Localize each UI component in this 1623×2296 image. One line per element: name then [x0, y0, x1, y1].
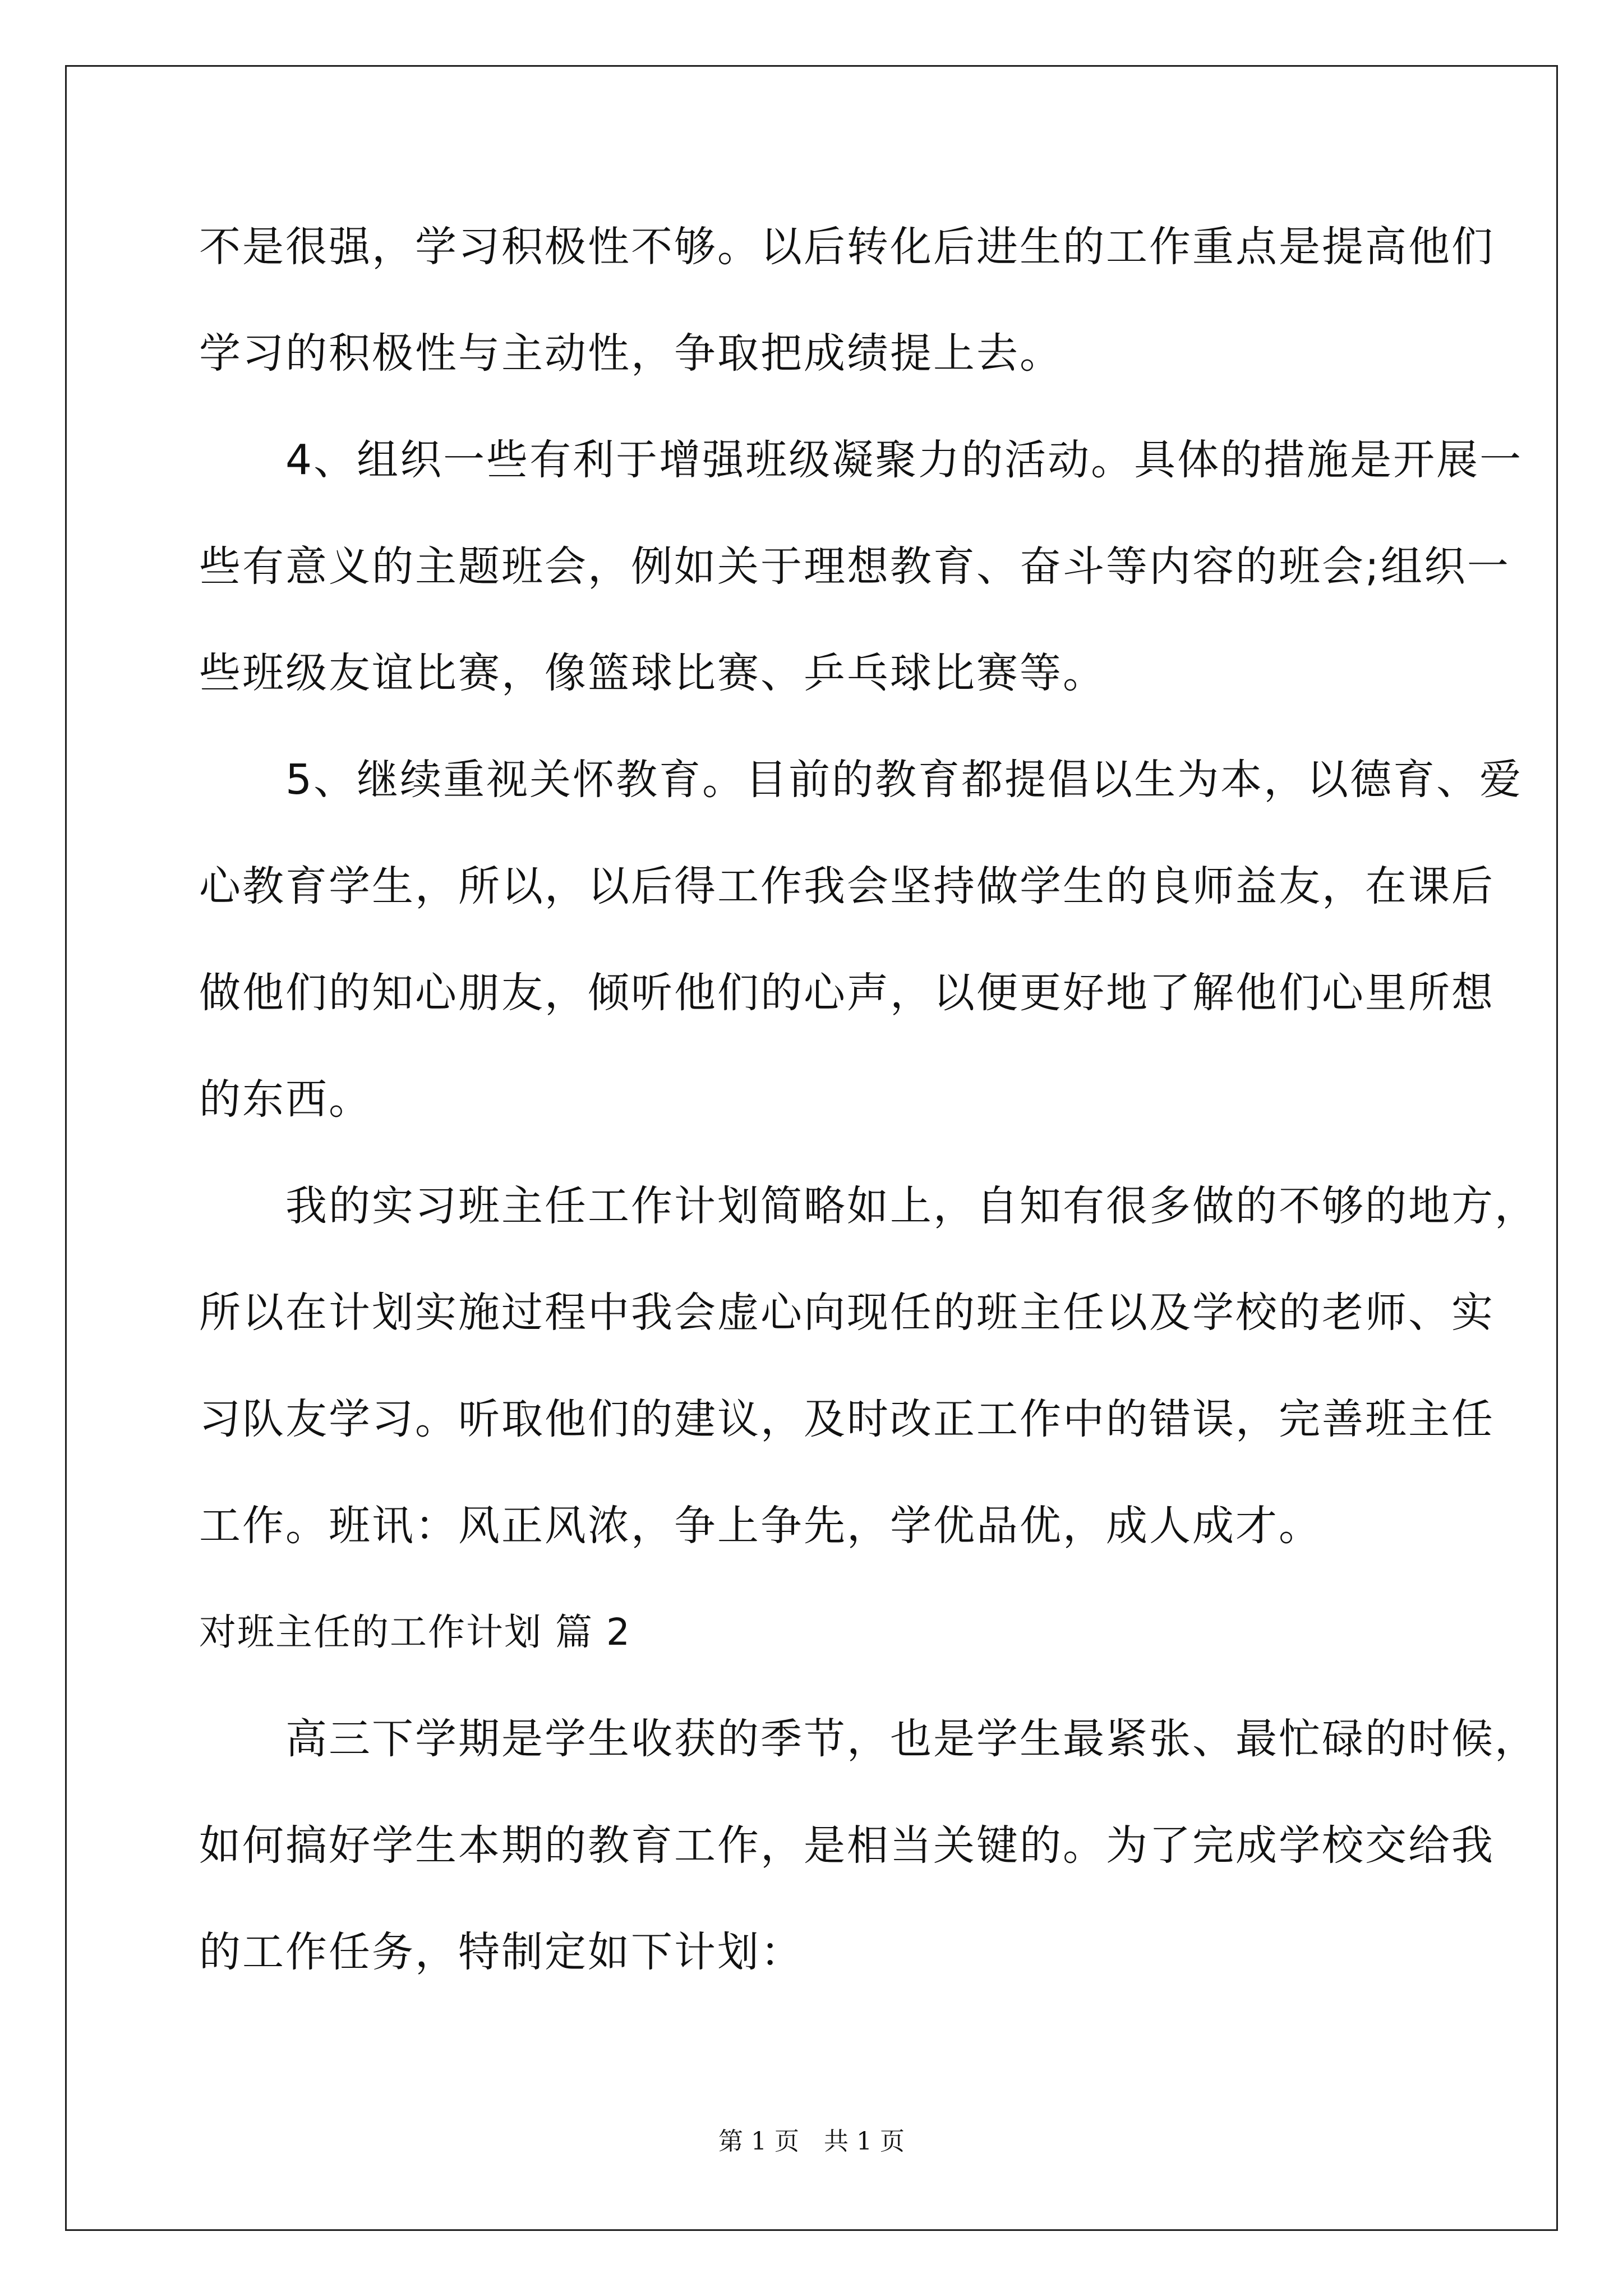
paragraph-line: 心教育学生，所以，以后得工作我会坚持做学生的良师益友，在课后 [199, 862, 1495, 910]
paragraph-line: 工作。班讯：风正风浓，争上争先，学优品优，成人成才。 [199, 1502, 1322, 1550]
paragraph-line: 5、继续重视关怀教育。目前的教育都提倡以生为本，以德育、爱 [199, 756, 1523, 804]
paragraph-line: 的东西。 [199, 1075, 372, 1124]
paragraph-line: 不是很强，学习积极性不够。以后转化后进生的工作重点是提高他们 [199, 223, 1495, 271]
paragraph-line: 所以在计划实施过程中我会虚心向现任的班主任以及学校的老师、实 [199, 1289, 1495, 1337]
section-heading: 对班主任的工作计划 篇 2 [199, 1611, 631, 1654]
paragraph-line: 我的实习班主任工作计划简略如上，自知有很多做的不够的地方， [199, 1182, 1538, 1230]
paragraph-line: 学习的积极性与主动性，争取把成绩提上去。 [199, 329, 1063, 378]
paragraph-line: 高三下学期是学生收获的季节，也是学生最紧张、最忙碌的时候， [199, 1715, 1538, 1763]
page-number-footer: 第 1 页 共 1 页 [718, 2127, 905, 2156]
paragraph-line: 的工作任务，特制定如下计划： [199, 1928, 804, 1976]
paragraph-line: 些有意义的主题班会，例如关于理想教育、奋斗等内容的班会;组织一 [199, 542, 1510, 591]
paragraph-line: 如何搞好学生本期的教育工作，是相当关键的。为了完成学校交给我 [199, 1821, 1495, 1870]
paragraph-line: 习队友学习。听取他们的建议，及时改正工作中的错误，完善班主任 [199, 1395, 1495, 1443]
paragraph-line: 4、组织一些有利于增强班级凝聚力的活动。具体的措施是开展一 [199, 436, 1523, 484]
paragraph-line: 些班级友谊比赛，像篮球比赛、乒乓球比赛等。 [199, 649, 1106, 697]
page-border [65, 65, 1558, 2231]
paragraph-line: 做他们的知心朋友，倾听他们的心声，以便更好地了解他们心里所想 [199, 969, 1495, 1017]
